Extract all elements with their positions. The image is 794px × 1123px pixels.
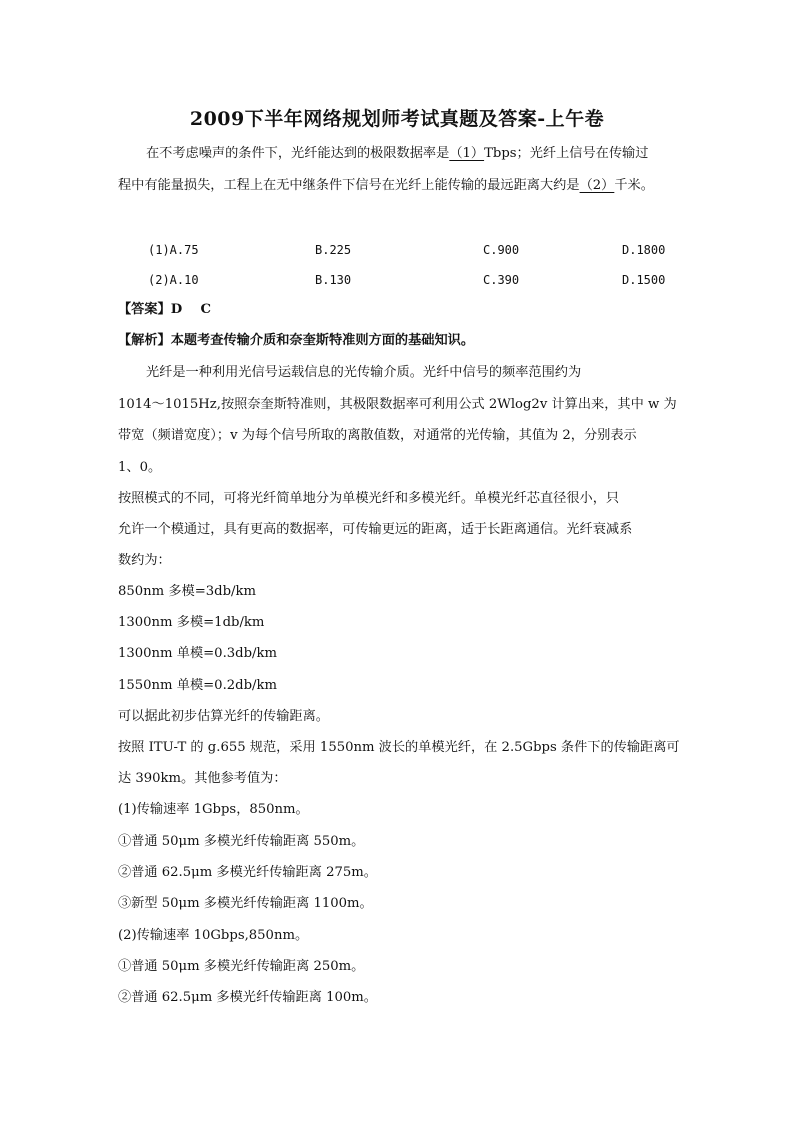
option-2-a: (2)A.10 [148, 273, 199, 287]
option-2-d: D.1500 [622, 273, 666, 287]
body-line: 1、0。 [118, 460, 162, 475]
blank-1: （1） [449, 146, 485, 161]
option-1-b: B.225 [315, 243, 352, 257]
option-1-a: (1)A.75 [148, 243, 199, 257]
analysis-label: 【解析】 [118, 333, 171, 348]
body-line: ②普通 62.5μm 多模光纤传输距离 275m。 [118, 865, 377, 880]
body-line: 允许一个模通过，具有更高的数据率，可传输更远的距离，适于长距离通信。光纤衰减系 [118, 522, 633, 537]
question-text: 在不考虑噪声的条件下，光纤能达到的极限数据率是 [146, 146, 450, 161]
body-line: 850nm 多模=3db/km [118, 584, 256, 599]
body-line: (2)传输速率 10Gbps,850nm。 [118, 928, 309, 943]
body-line: 1550nm 单模=0.2db/km [118, 678, 277, 693]
body-line: ①普通 50μm 多模光纤传输距离 550m。 [118, 834, 365, 849]
option-2-c: C.390 [483, 273, 520, 287]
option-1-d: D.1800 [622, 243, 666, 257]
answer-label: 【答案】 [118, 302, 171, 317]
question-line-2 [118, 176, 654, 196]
body-line: 按照 ITU-T 的 g.655 规范，采用 1550nm 波长的单模光纤，在 2.5Gbps 条件下的传输距离可 [118, 740, 680, 755]
body-line: 1014～1015Hz,按照奈奎斯特准则，其极限数据率可利用公式 2Wlog2v 计算出来，其中 w 为 [118, 397, 677, 412]
analysis-text: 本题考查传输介质和奈奎斯特准则方面的基础知识。 [170, 333, 475, 348]
option-2-b: B.130 [315, 273, 352, 287]
page-title: 2009下半年网络规划师考试真题及答案-上午卷 [189, 108, 605, 130]
answer-value: D C [170, 302, 212, 317]
body-line: 1300nm 多模=1db/km [118, 615, 265, 630]
blank-2: （2） [579, 178, 615, 193]
body-line: 数约为： [118, 553, 171, 568]
body-line: 1300nm 单模=0.3db/km [118, 646, 277, 661]
body-line: ③新型 50μm 多模光纤传输距离 1100m。 [118, 896, 373, 911]
body-line: 带宽（频谱宽度）；v 为每个信号所取的离散值数，对通常的光传输，其值为 2，分别表示 [118, 428, 637, 443]
question-text: 千米。 [614, 178, 654, 193]
body-line: 按照模式的不同，可将光纤简单地分为单模光纤和多模光纤。单模光纤芯直径很小，只 [118, 491, 620, 506]
analysis-line [118, 331, 474, 351]
question-line-1 [146, 144, 648, 164]
answer-line [118, 300, 211, 320]
body-line: ②普通 62.5μm 多模光纤传输距离 100m。 [118, 990, 377, 1005]
question-text: Tbps；光纤上信号在传输过 [484, 146, 649, 161]
option-1-c: C.900 [483, 243, 520, 257]
body-line: ①普通 50μm 多模光纤传输距离 250m。 [118, 959, 365, 974]
body-line: (1)传输速率 1Gbps，850nm。 [118, 802, 309, 817]
body-line: 达 390km。其他参考值为： [118, 771, 287, 786]
body-line: 可以据此初步估算光纤的传输距离。 [118, 709, 329, 724]
question-text: 程中有能量损失，工程上在无中继条件下信号在光纤上能传输的最远距离大约是 [118, 178, 580, 193]
body-line: 光纤是一种利用光信号运载信息的光传输介质。光纤中信号的频率范围约为 [146, 365, 582, 380]
